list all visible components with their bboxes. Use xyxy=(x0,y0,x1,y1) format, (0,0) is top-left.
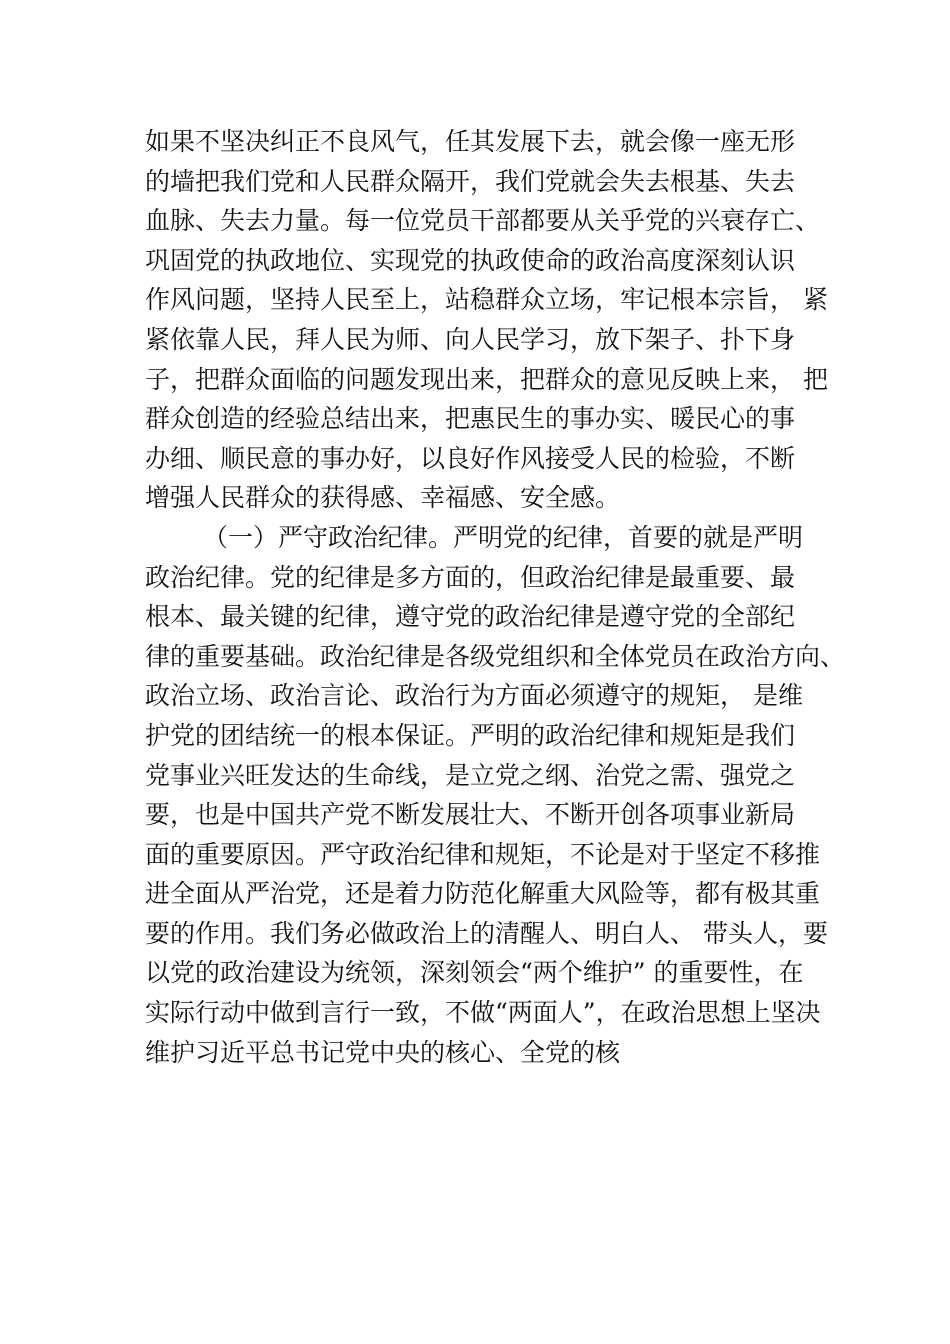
document-body xyxy=(145,122,845,1072)
text-line: 作风问题，坚持人民至上，站稳群众立场，牢记根本宗旨， 紧 xyxy=(145,285,828,315)
text-line: 党事业兴旺发达的生命线，是立党之纲、治党之需、强党之 xyxy=(145,760,796,790)
text-line: 血脉、失去力量。每一位党员干部都要从关乎党的兴衰存亡、 xyxy=(145,206,821,236)
text-line: 以党的政治建设为统领，深刻领会“两个维护” 的重要性，在 xyxy=(145,958,804,988)
text-line: 律的重要基础。政治纪律是各级党组织和全体党员在政治方向、 xyxy=(145,641,846,671)
text-line: 紧依靠人民，拜人民为师、向人民学习，放下架子、扑下身 xyxy=(145,324,796,354)
text-line: 政治立场、政治言论、政治行为方面必须遵守的规矩， 是维 xyxy=(145,681,803,711)
text-line: 维护习近平总书记党中央的核心、全党的核 xyxy=(145,1037,621,1067)
text-line: 办细、顺民意的事办好，以良好作风接受人民的检验，不断 xyxy=(145,443,796,473)
text-line: 的墙把我们党和人民群众隔开，我们党就会失去根基、失去 xyxy=(145,166,796,196)
text-line: 政治纪律。党的纪律是多方面的，但政治纪律是最重要、最 xyxy=(145,562,796,592)
text-line: 增强人民群众的获得感、幸福感、安全感。 xyxy=(145,483,621,513)
text-line: 群众创造的经验总结出来，把惠民生的事办实、暖民心的事 xyxy=(145,404,796,434)
text-line: 巩固党的执政地位、实现党的执政使命的政治高度深刻认识 xyxy=(145,245,796,275)
paragraph-1 xyxy=(145,122,845,518)
text-line: 要的作用。我们务必做政治上的清醒人、明白人、 带头人，要 xyxy=(145,918,828,948)
text-line: 子，把群众面临的问题发现出来，把群众的意见反映上来， 把 xyxy=(145,364,828,394)
text-line-indented: （一）严守政治纪律。严明党的纪律，首要的就是严明 xyxy=(203,522,804,552)
text-line: 要，也是中国共产党不断发展壮大、不断开创各项事业新局 xyxy=(145,800,796,830)
paragraph-2 xyxy=(145,518,845,1072)
text-line: 面的重要原因。严守政治纪律和规矩，不论是对于坚定不移推 xyxy=(145,839,821,869)
text-line: 如果不坚决纠正不良风气，任其发展下去，就会像一座无形 xyxy=(145,127,796,156)
text-line: 护党的团结统一的根本保证。严明的政治纪律和规矩是我们 xyxy=(145,720,796,750)
text-line: 进全面从严治党，还是着力防范化解重大风险等，都有极其重 xyxy=(145,879,821,909)
text-line: 实际行动中做到言行一致，不做“两面人”，在政治思想上坚决 xyxy=(145,998,821,1028)
text-line: 根本、最关键的纪律，遵守党的政治纪律是遵守党的全部纪 xyxy=(145,602,796,632)
